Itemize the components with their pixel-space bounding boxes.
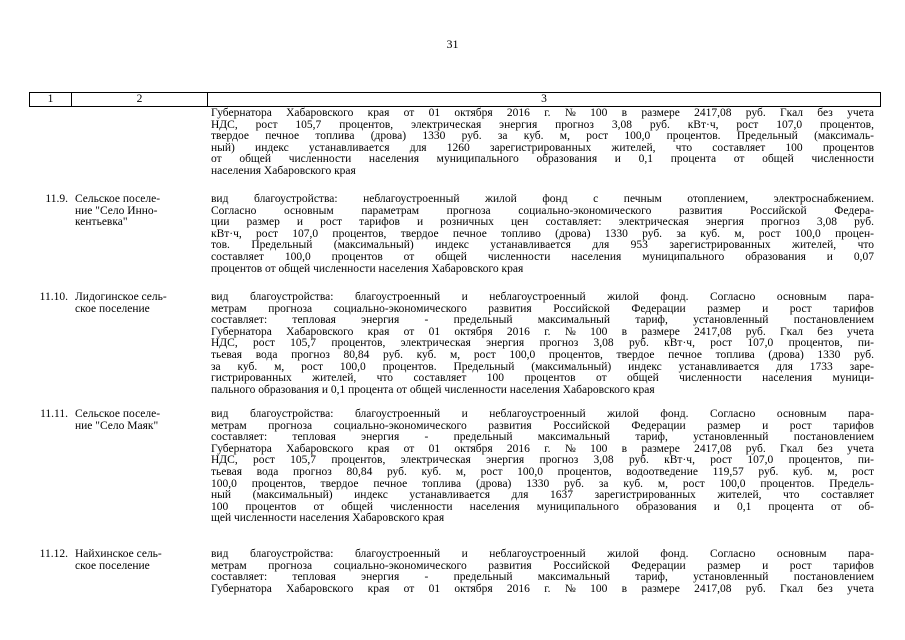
- settlement-name: Найхинское сель- ское поселение: [75, 548, 162, 572]
- text-line: твердое печное топлива (дрова) 1330 руб. за куб. м, рост 100,0 процентов. Предельный (максималь-: [211, 130, 874, 143]
- text-line: от общей численности населения муниципального образования и 0,1 процента от общей численности: [211, 153, 874, 166]
- settlement-name: Лидогинское сель- ское поселение: [75, 291, 167, 315]
- row-number: 11.11.: [40, 408, 68, 420]
- row-description: вид благоустройства: благоустроенный и неблагоустроенный жилой фонд. Согласно основным пара- метрам прогноза социально-экономического развития Российской Федерации размер и рост тарифов составляет: тепловая энергия - предельный максимальный тариф, установленный постановлением Губернатора Хабаровского края от 01 октября 2016 г. № 100 в размере 2417,08 руб. Гкал без учета: [211, 548, 874, 595]
- row-description: вид благоустройства: благоустроенный и неблагоустроенный жилой фонд. Согласно основным пара- метрам прогноза социально-экономического развития Российской Федерации размер и рост тарифов составляет: тепловая энергия - предельный максимальный тариф, установленный постановлением Губернатора Хабаровского края от 01 октября 2016 г. № 100 в размере 2417,08 руб. Гкал без учета НДС, рост 105,7 процентов, электрическая энергия прогноз 3,08 руб. кВт·ч, рост 107,0 процентов, пи- тьевая вода прогноз 80,84 руб. куб. м, рост 100,0 процентов, водоотведение 119,57 руб. куб. м, рост 100,0 процентов, твердое печное топлива (дрова) 1330 руб. за куб. м, рост 100,0 процентов. Предель- ный (максимальный) индекс устанавливается для 1637 зарегистрированных жителей, что составляет 100 процентов от общей численности населения муниципального образования и 0,1 процента от об- щей численности населения Хабаровского края: [211, 408, 874, 525]
- row-description: вид благоустройства: неблагоустроенный жилой фонд с печным отоплением, электроснабжением. Согласно основным параметрам прогноза социально-экономического развития Российской Федера- ции размер и рост тарифов и розничных цен составляет: электрическая энергия прогноз 3,08 руб. кВт·ч, рост 107,0 процентов, твердое печное топливо (дрова) 1330 руб. за куб. м, рост 100,0 процен- тов. Предельный (максимальный) индекс устанавливается для 953 зарегистрированных жителей, что составляет 100,0 процентов от общей численности населения муниципального образования и 0,07 процентов от общей численности населения Хабаровского края: [211, 193, 874, 275]
- text-line: ный) индекс устанавливается для 1260 зарегистрированных жителей, что составляет 100 процентов: [211, 141, 874, 154]
- text-line: Губернатора Хабаровского края от 01 октября 2016 г. № 100 в размере 2417,08 руб. Гкал без учета: [211, 107, 874, 119]
- column-header-3: 3: [208, 93, 881, 107]
- row-number: 11.12.: [39, 548, 68, 560]
- continuation-text: [211, 108, 874, 178]
- column-header-1: 1: [30, 93, 72, 107]
- row-number: 11.10.: [39, 291, 68, 303]
- settlement-name: Сельское поселе- ние "Село Маяк": [75, 408, 161, 432]
- column-header-2: 2: [72, 93, 208, 107]
- row-description: вид благоустройства: благоустроенный и неблагоустроенный жилой фонд. Согласно основным пара- метрам прогноза социально-экономического развития Российской Федерации размер и рост тарифов составляет: тепловая энергия - предельный максимальный тариф, установленный постановлением Губернатора Хабаровского края от 01 октября 2016 г. № 100 в размере 2417,08 руб. Гкал без учета НДС, рост 105,7 процентов, электрическая энергия прогноз 3,08 руб. кВт·ч, рост 107,0 процентов, пи- тьевая вода прогноз 80,84 руб. куб. м, рост 100,0 процентов, твердое печное топлива (дрова) 1330 руб. за куб. м, рост 100,0 процентов. Предельный (максимальный) индекс устанавливается для 1733 заре- гистрированных жителей, что составляет 100 процентов от общей численности населения муници- пального образования и 0,1 процента от общей численности населения Хабаровского края: [211, 291, 874, 396]
- settlement-name: Сельское поселе- ние "Село Инно- кентьевка": [75, 193, 161, 229]
- page-number: 31: [446, 37, 459, 51]
- row-number: 11.9.: [45, 193, 68, 205]
- text-line: населения Хабаровского края: [211, 164, 356, 177]
- column-header-row: [29, 92, 881, 107]
- text-line: НДС, рост 105,7 процентов, электрическая энергия прогноз 3,08 руб. кВт·ч, рост 107,0 процентов,: [211, 118, 874, 131]
